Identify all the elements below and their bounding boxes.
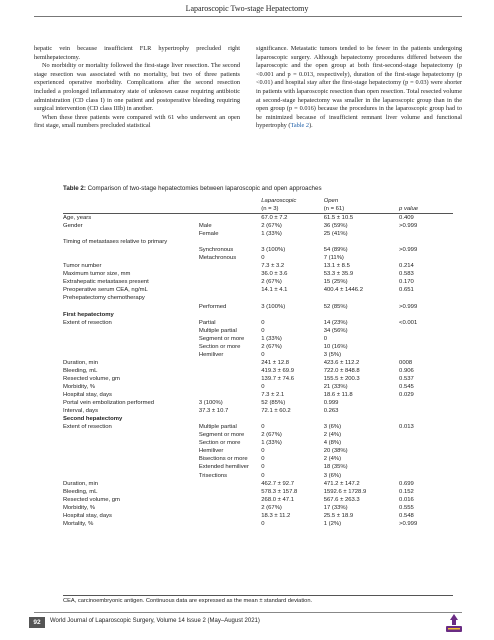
table-row — [63, 343, 453, 351]
table-cell: Bleeding, mL — [63, 488, 98, 495]
table-cell: Hospital stay, days — [63, 512, 112, 519]
table-cell: 14 (23%) — [323, 319, 348, 326]
table-row — [63, 407, 453, 415]
table-cell: Hemiliver — [198, 448, 224, 455]
table-cell: 0 — [261, 255, 265, 262]
journal-citation: World Journal of Laparoscopic Surgery, Volume 14 Issue 2 (May–August 2021) — [50, 618, 260, 624]
table-cell: Multiple partial — [198, 327, 237, 334]
paragraph: When these three patients were compared with 61 who underwent an open first stage, small numbers precluded statistical — [34, 113, 240, 130]
paragraph-text: significance. Metastatic tumors tended to be fewer in the patients undergoing laparoscopic surgery. Although hepatectomy procedures differed between the laparoscopic and the open group at both first-second-stage hepatectomy (p <0.001 and p = 0.013, respectively), duration of the first-stage hepatectomy (p <0.01) and hospital stay after the first-stage hepatectomy (p = 0.03) were shorter in patients with laparoscopic resection than open resection. Total resected volume at second-stage hepatectomy was smaller in the laparoscopic group than in the open group (p = 0.016) because the procedures in the laparoscopic group had to be minimized because of insufficient remnant liver volume and functional hypertrophy ( — [256, 45, 462, 130]
table-cell: 578.3 ± 157.8 — [261, 488, 298, 495]
table-cell: 722.0 ± 848.8 — [323, 367, 360, 374]
table-cell — [324, 238, 385, 246]
table-cell: <0.001 — [399, 319, 418, 326]
table-caption-text: Comparison of two-stage hepatectomies between laparoscopic and open approaches — [85, 185, 322, 192]
table-cell: 18.3 ± 11.2 — [261, 512, 291, 519]
table-footnote: CEA, carcinoembryonic antigen. Continuous data are expressed as the mean ± standard deviation. — [63, 598, 313, 604]
table-cell — [199, 520, 261, 528]
table-row — [63, 319, 453, 327]
table-row — [63, 294, 453, 302]
table-cell: 0008 — [399, 359, 413, 366]
table-cell: 0.214 — [399, 263, 414, 270]
table-cell: 0 — [261, 319, 265, 326]
table-cell: 37.3 ± 10.7 — [198, 408, 229, 415]
table-cell: 0 — [261, 456, 265, 463]
table-cell: Tumor number — [63, 263, 102, 270]
table-cell: 14.1 ± 4.1 — [261, 287, 288, 294]
table-cell — [385, 238, 453, 246]
table-row — [63, 246, 453, 254]
table-cell — [385, 230, 453, 238]
table-cell: 67.0 ± 7.2 — [261, 215, 288, 221]
table-cell: Performed — [198, 303, 227, 310]
table-cell — [199, 262, 261, 270]
table-bottom-rule — [63, 595, 453, 596]
table-cell — [63, 472, 199, 480]
table-cell — [63, 431, 199, 439]
table-cell: 18.6 ± 11.8 — [323, 392, 353, 399]
table-cell — [385, 463, 453, 471]
table-cell: Synchronous — [198, 247, 234, 254]
table-cell: 21 (33%) — [323, 383, 348, 390]
table-cell — [199, 278, 261, 286]
table-cell: Morbidity, % — [63, 383, 95, 390]
table-row — [63, 351, 453, 359]
paragraph-text: ). — [309, 122, 313, 130]
table-cell: 7 (11%) — [323, 255, 344, 262]
table-cell — [63, 246, 199, 254]
table-row — [63, 480, 453, 488]
table-2-link[interactable]: Table 2 — [290, 122, 310, 130]
table-cell: 0.152 — [399, 488, 414, 495]
table-row — [63, 423, 453, 431]
table-cell — [324, 311, 385, 319]
left-text-column — [34, 45, 240, 131]
table-cell: 0 — [261, 327, 265, 334]
table-cell: 2 (67%) — [261, 279, 282, 286]
table-cell: Age, years — [63, 215, 92, 221]
table-cell: 3 (100%) — [198, 400, 223, 407]
table-cell — [385, 294, 453, 302]
table-cell — [199, 238, 261, 246]
table-cell — [261, 415, 323, 423]
table-cell: 139.7 ± 74.6 — [261, 375, 294, 382]
comparison-table — [63, 197, 453, 528]
table-cell: Mortality, % — [63, 520, 94, 527]
table-cell — [63, 254, 199, 262]
table-caption-label: Table 2: — [63, 185, 86, 192]
table-row — [63, 230, 453, 238]
table-cell: Segment or more — [198, 335, 245, 342]
table-cell — [385, 351, 453, 359]
table-cell — [63, 230, 199, 238]
table-row — [63, 278, 453, 286]
table-cell: 0.263 — [323, 408, 339, 415]
table-cell: 25 (41%) — [323, 231, 348, 238]
table-cell — [199, 415, 261, 423]
table-cell: 1 (33%) — [261, 335, 282, 342]
table-cell — [385, 431, 453, 439]
table-cell: 13.1 ± 8.5 — [323, 263, 350, 270]
table-cell: 241 ± 12.8 — [261, 359, 290, 366]
table-cell: Preoperative serum CEA, ng/mL — [63, 287, 148, 294]
table-cell: 0.170 — [399, 279, 414, 286]
table-row — [63, 447, 453, 455]
table-cell: 2 (67%) — [261, 504, 282, 511]
table-cell: 25.5 ± 18.9 — [323, 512, 354, 519]
right-text-column — [256, 45, 462, 131]
table-cell: 0.906 — [399, 367, 414, 374]
table-row — [63, 367, 453, 375]
table-cell: >0.999 — [399, 223, 418, 230]
table-cell: 2 (4%) — [323, 432, 342, 439]
table-cell: 36 (59%) — [323, 223, 348, 230]
paragraph — [256, 45, 462, 131]
table-cell — [199, 496, 261, 504]
table-cell — [385, 399, 453, 407]
table-row — [63, 488, 453, 496]
table-cell — [63, 455, 199, 463]
table-cell: Bleeding, mL — [63, 367, 98, 374]
table-header-row — [63, 205, 453, 214]
table-cell: Multiple partial — [198, 424, 237, 431]
table-cell: Female — [198, 231, 219, 238]
table-cell: 400.4 ± 1446.2 — [323, 287, 363, 294]
table-cell: 20 (38%) — [323, 448, 348, 455]
table-cell — [324, 415, 385, 423]
table-row — [63, 496, 453, 504]
table-cell: >0.999 — [399, 247, 418, 254]
table-cell: First hepatectomy — [63, 311, 114, 318]
table-cell: Metachronous — [198, 255, 237, 262]
table-cell: 0.016 — [399, 496, 414, 503]
table-cell: Segment or more — [198, 432, 245, 439]
table-cell: Gender — [63, 223, 83, 230]
table-cell — [199, 367, 261, 375]
table-cell: Extent of resection — [63, 424, 112, 431]
table-cell: 2 (67%) — [261, 223, 282, 230]
table-cell: Extent of resection — [63, 319, 112, 326]
table-row — [63, 383, 453, 391]
table-row — [63, 359, 453, 367]
table-cell: Second hepatectomy — [63, 416, 123, 423]
table-row — [63, 375, 453, 383]
table-cell — [63, 335, 199, 343]
table-cell: 52 (85%) — [323, 303, 348, 310]
table-cell: 0.545 — [399, 383, 414, 390]
table-cell: 36.0 ± 3.6 — [261, 271, 288, 278]
table-cell — [261, 238, 323, 246]
table-cell: 2 (67%) — [261, 432, 282, 439]
table-cell: Prehepatectomy chemotherapy — [63, 295, 145, 302]
table-cell: 3 (5%) — [323, 351, 342, 358]
table-cell: Extended hemiliver — [198, 464, 249, 471]
table-cell: 0 — [261, 351, 265, 358]
table-cell: 0.999 — [323, 400, 339, 407]
table-cell: 423.6 ± 112.2 — [323, 359, 360, 366]
table-cell: 34 (56%) — [323, 327, 348, 334]
table-cell — [385, 472, 453, 480]
table-cell — [199, 359, 261, 367]
table-row — [63, 270, 453, 278]
table-row — [63, 463, 453, 471]
table-cell — [385, 447, 453, 455]
table-cell — [199, 512, 261, 520]
table-cell: Section or more — [198, 440, 241, 447]
table-row — [63, 504, 453, 512]
table-cell: 0.537 — [399, 375, 414, 382]
table-cell: 419.3 ± 69.9 — [261, 367, 294, 374]
table-cell: 1 (2%) — [323, 520, 342, 527]
footer-rule — [34, 612, 462, 613]
table-cell: 567.6 ± 263.3 — [323, 496, 360, 503]
table-cell: 52 (85%) — [261, 400, 286, 407]
table-cell — [261, 311, 323, 319]
table-cell: 0.029 — [399, 392, 414, 399]
table-row — [63, 512, 453, 520]
header-laparoscopic-n: (n = 3) — [261, 205, 323, 214]
page-number: 92 — [29, 617, 45, 628]
table-cell — [385, 455, 453, 463]
table-row — [63, 472, 453, 480]
paragraph: hepatic vein because insufficient FLR hypertrophy precluded right hemihepatectomy. — [34, 45, 240, 61]
table-cell: 2 (67%) — [261, 343, 282, 350]
running-header: Laparoscopic Two-stage Hepatectomy — [185, 4, 309, 13]
table-row — [63, 399, 453, 407]
table-cell: 0.583 — [399, 271, 414, 278]
table-cell — [63, 303, 199, 311]
table-cell: Hospital stay, days — [63, 392, 112, 399]
table-cell — [385, 311, 453, 319]
table-cell — [199, 383, 261, 391]
publisher-logo-icon — [445, 613, 463, 633]
table-cell — [63, 447, 199, 455]
table-row — [63, 254, 453, 262]
table-cell: 0.013 — [399, 424, 414, 431]
table-cell: Resected volume, gm — [63, 496, 120, 503]
table-cell: >0.999 — [399, 520, 418, 527]
table-caption — [63, 185, 322, 192]
table-cell: Morbidity, % — [63, 504, 95, 511]
table-row — [63, 431, 453, 439]
table-cell: 18 (35%) — [323, 464, 348, 471]
table-cell — [385, 407, 453, 415]
table-cell: 0.651 — [399, 287, 414, 294]
table-cell: Section or more — [198, 343, 241, 350]
table-cell: 15 (25%) — [323, 279, 348, 286]
table-cell: 7.3 ± 2.1 — [261, 392, 285, 399]
table-cell — [63, 439, 199, 447]
table-cell: 0.548 — [399, 512, 414, 519]
table-row — [63, 286, 453, 294]
table-cell: Portal vein embolization performed — [63, 400, 155, 407]
table-cell: 0.699 — [399, 480, 414, 487]
table-row — [63, 238, 453, 246]
table-row — [63, 520, 453, 528]
table-cell: 0 — [261, 464, 265, 471]
table-cell — [199, 294, 261, 302]
table-row — [63, 327, 453, 335]
table-cell: Male — [198, 223, 212, 230]
table-cell: Bisections or more — [198, 456, 248, 463]
table-cell — [199, 480, 261, 488]
table-cell — [261, 294, 323, 302]
table-cell — [385, 343, 453, 351]
table-row — [63, 311, 453, 319]
table-cell: 3 (100%) — [261, 247, 286, 254]
table-cell — [199, 504, 261, 512]
table-cell — [324, 294, 385, 302]
table-cell — [199, 488, 261, 496]
table-cell: 2 (4%) — [323, 456, 342, 463]
table-cell: 0 — [261, 520, 265, 527]
table-cell: 0 — [261, 424, 265, 431]
table-cell: 1 (33%) — [261, 231, 282, 238]
table-cell: 17 (33%) — [323, 504, 348, 511]
table-cell — [63, 351, 199, 359]
table-cell: >0.999 — [399, 303, 418, 310]
table-cell: 268.0 ± 47.1 — [261, 496, 294, 503]
table-cell: 3 (6%) — [323, 472, 342, 479]
table-cell — [199, 270, 261, 278]
table-cell: 0.555 — [399, 504, 414, 511]
table-cell — [199, 286, 261, 294]
table-cell: 471.2 ± 147.2 — [323, 480, 360, 487]
table-cell — [199, 375, 261, 383]
table-row — [63, 415, 453, 423]
header-p-value: p value — [385, 205, 453, 214]
table-cell: 0 — [261, 383, 265, 390]
table-cell — [385, 415, 453, 423]
table-row — [63, 303, 453, 311]
table-cell: Resected volume, gm — [63, 375, 120, 382]
table-cell: 1 (33%) — [261, 440, 282, 447]
table-cell: Extrahepatic metastases present — [63, 279, 149, 286]
header-laparoscopic: Laparoscopic — [261, 198, 297, 204]
table-row — [63, 455, 453, 463]
table-cell: Trisections — [198, 472, 228, 479]
table-cell: Duration, min — [63, 480, 99, 487]
table-cell: Interval, days — [63, 408, 99, 415]
table-cell: Duration, min — [63, 359, 99, 366]
table-cell — [63, 463, 199, 471]
table-cell: 7.3 ± 3.2 — [261, 263, 285, 270]
table-row — [63, 262, 453, 270]
table-cell — [385, 439, 453, 447]
table-cell: 0.409 — [399, 215, 414, 221]
table-cell: Partial — [198, 319, 216, 326]
table-cell — [63, 327, 199, 335]
table-cell — [199, 391, 261, 399]
table-cell: 53.3 ± 35.9 — [323, 271, 354, 278]
table-cell — [385, 254, 453, 262]
table-cell: 61.5 ± 10.5 — [323, 215, 354, 221]
table-cell — [199, 311, 261, 319]
table-cell: 462.7 ± 92.7 — [261, 480, 294, 487]
table-cell: 72.1 ± 60.2 — [261, 408, 291, 415]
table-cell: Maximum tumor size, mm — [63, 271, 131, 278]
header-open-n: (n = 61) — [324, 205, 385, 214]
table-row — [63, 439, 453, 447]
table-cell: Timing of metastases relative to primary — [63, 239, 168, 246]
table-cell: Hemiliver — [198, 351, 224, 358]
table-cell — [63, 343, 199, 351]
header-rule — [34, 16, 462, 17]
table-cell: 1592.6 ± 1728.9 — [323, 488, 367, 495]
table-cell: 0 — [261, 472, 265, 479]
table-cell: 3 (100%) — [261, 303, 286, 310]
table-row — [63, 214, 453, 223]
table-cell — [385, 327, 453, 335]
table-cell: 54 (89%) — [323, 247, 348, 254]
table-cell — [199, 214, 261, 223]
table-cell: 10 (16%) — [323, 343, 348, 350]
table-row — [63, 222, 453, 230]
table-header-row — [63, 197, 453, 205]
table-row — [63, 391, 453, 399]
paragraph: No morbidity or mortality followed the first-stage liver resection. The second stage resection was associated with no mortality, but two of three patients experienced operative morbidity. Complications after the second resection included a prolonged inflammatory state of unknown cause requiring antibiotic administration (CD class I) in one patient and postoperative bleeding requiring surgical intervention (CD class IIIb) in another. — [34, 62, 240, 113]
table-cell: 0 — [261, 448, 265, 455]
table-cell: 4 (8%) — [323, 440, 342, 447]
table-cell: 0 — [323, 335, 327, 342]
header-open: Open — [323, 198, 339, 204]
table-cell — [385, 335, 453, 343]
table-row — [63, 335, 453, 343]
table-cell: 3 (6%) — [323, 424, 342, 431]
table-cell: 155.5 ± 200.3 — [323, 375, 360, 382]
